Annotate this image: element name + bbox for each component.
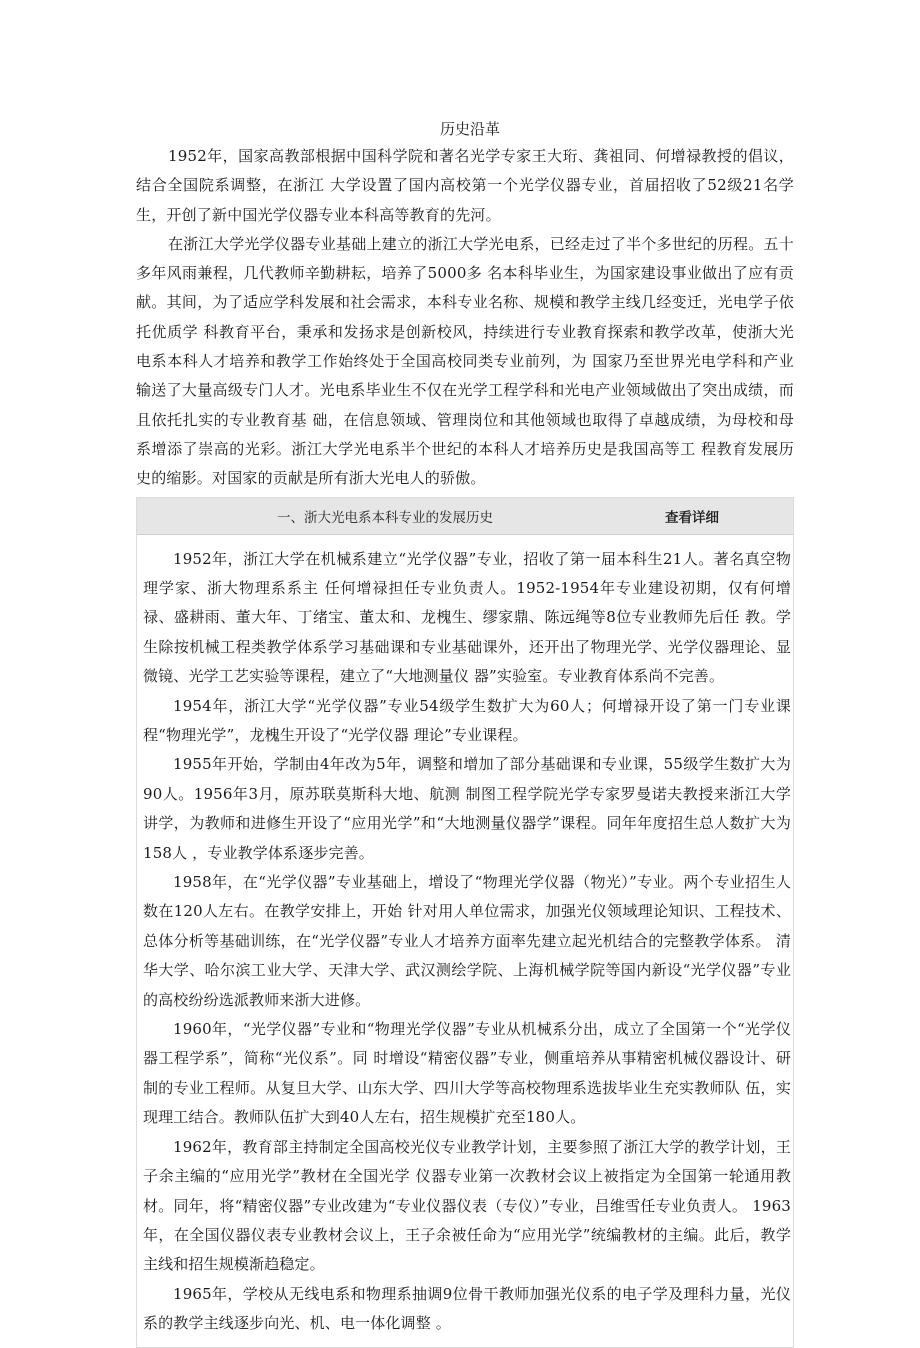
history-paragraph: 1965年，学校从无线电系和物理系抽调9位骨干教师加强光仪系的电子学及理科力量，光仪系的教学主线逐步向光、机、电一体化调整 。 xyxy=(143,1284,791,1333)
page-title: 历史沿革 xyxy=(439,120,500,138)
history-panel xyxy=(136,497,794,1348)
intro-section xyxy=(136,142,794,494)
history-paragraph: 1955年开始，学制由4年改为5年，调整和增加了部分基础课和专业课，55级学生数扩大为90人。1956年3月，原苏联莫斯科大地、航测 制图工程学院光学专家罗曼诺夫教授来浙江大学讲学，为教师和进修生开设了“应用光学”和“大地测量仪器学”课程。同年年度招生总人数扩大为158人 ，专业教学体系逐步完善。 xyxy=(143,755,791,862)
history-paragraph: 1960年，“光学仪器”专业和“物理光学仪器”专业从机械系分出，成立了全国第一个“光学仪器工程学系”，简称“光仪系”。同 时增设“精密仪器”专业，侧重培养从事精密机械仪器设计、研制的专业工程师。从复旦大学、山东大学、四川大学等高校物理系选拔毕业生充实教师队 伍，实现理工结合。教师队伍扩大到40人左右，招生规模扩充至180人。 xyxy=(143,1020,791,1127)
document-page xyxy=(136,118,794,1348)
history-paragraph: 1954年，浙江大学“光学仪器”专业54级学生数扩大为60人；何增禄开设了第一门专业课程“物理光学”，龙槐生开设了“光学仪器 理论”专业课程。 xyxy=(143,696,791,744)
intro-paragraph: 1952年，国家高教部根据中国科学院和著名光学专家王大珩、龚祖同、何增禄教授的倡议，结合全国院系调整，在浙江 大学设置了国内高校第一个光学仪器专业，首届招收了52级21名学生，开创了新中国光学仪器专业本科高等教育的先河。 xyxy=(136,147,794,224)
history-paragraph: 1958年，在“光学仪器”专业基础上，增设了“物理光学仪器（物光）”专业。两个专业招生人数在120人左右。在教学安排上，开始 针对用人单位需求，加强光仪领域理论知识、工程技术、总体分析等基础训练，在“光学仪器”专业人才培养方面率先建立起光机结合的完整教学体系。 清华大学、哈尔滨工业大学、天津大学、武汉测绘学院、上海机械学院等国内新设“光学仪器”专业的高校纷纷选派教师来浙大进修。 xyxy=(143,873,791,1009)
history-paragraph: 1962年，教育部主持制定全国高校光仪专业教学计划，主要参照了浙江大学的教学计划，王子余主编的“应用光学”教材在全国光学 仪器专业第一次教材会议上被指定为全国第一轮通用教材。同年，将“精密仪器”专业改建为“专业仪器仪表（专仪）”专业，吕维雪任专业负责人。 1963年，在全国仪器仪表专业教材会议上，王子余被任命为“应用光学”统编教材的主编。此后，教学主线和招生规模渐趋稳定。 xyxy=(143,1137,791,1274)
panel-heading: 一、浙大光电系本科专业的发展历史 xyxy=(277,509,493,526)
intro-paragraph: 在浙江大学光学仪器专业基础上建立的浙江大学光电系，已经走过了半个多世纪的历程。五十多年风雨兼程，几代教师辛勤耕耘，培养了5000多 名本科毕业生，为国家建设事业做出了应有贡献。其间，为了适应学科发展和社会需求，本科专业名称、规模和教学主线几经变迁，光电学子依托优质学 科教育平台，秉承和发扬求是创新校风，持续进行专业教育探索和教学改革，使浙大光电系本科人才培养和教学工作始终处于全国高校同类专业前列，为 国家乃至世界光电学科和产业输送了大量高级专门人才。光电系毕业生不仅在光学工程学科和光电产业领域做出了突出成绩，而且依托扎实的专业教育基 础，在信息领域、管理岗位和其他领域也取得了卓越成绩，为母校和母系增添了崇高的光彩。浙江大学光电系半个世纪的本科人才培养历史是我国高等工 程教育发展历史的缩影。对国家的贡献是所有浙大光电人的骄傲。 xyxy=(136,234,794,488)
history-paragraph: 1952年，浙江大学在机械系建立“光学仪器”专业，招收了第一届本科生21人。著名真空物理学家、浙大物理系系主 任何增禄担任专业负责人。1952-1954年专业建设初期，仅有何增禄、盛耕雨、董大年、丁绪宝、董太和、龙槐生、缪家鼎、陈远绳等8位专业教师先后任 教。学生除按机械工程类教学体系学习基础课和专业基础课外，还开出了物理光学、光学仪器理论、显微镜、光学工艺实验等课程，建立了“大地测量仪 器”实验室。专业教育体系尚不完善。 xyxy=(143,549,791,686)
panel-header xyxy=(137,498,793,535)
panel-body xyxy=(137,535,793,1347)
view-details-link[interactable]: 查看详细 xyxy=(665,509,719,526)
